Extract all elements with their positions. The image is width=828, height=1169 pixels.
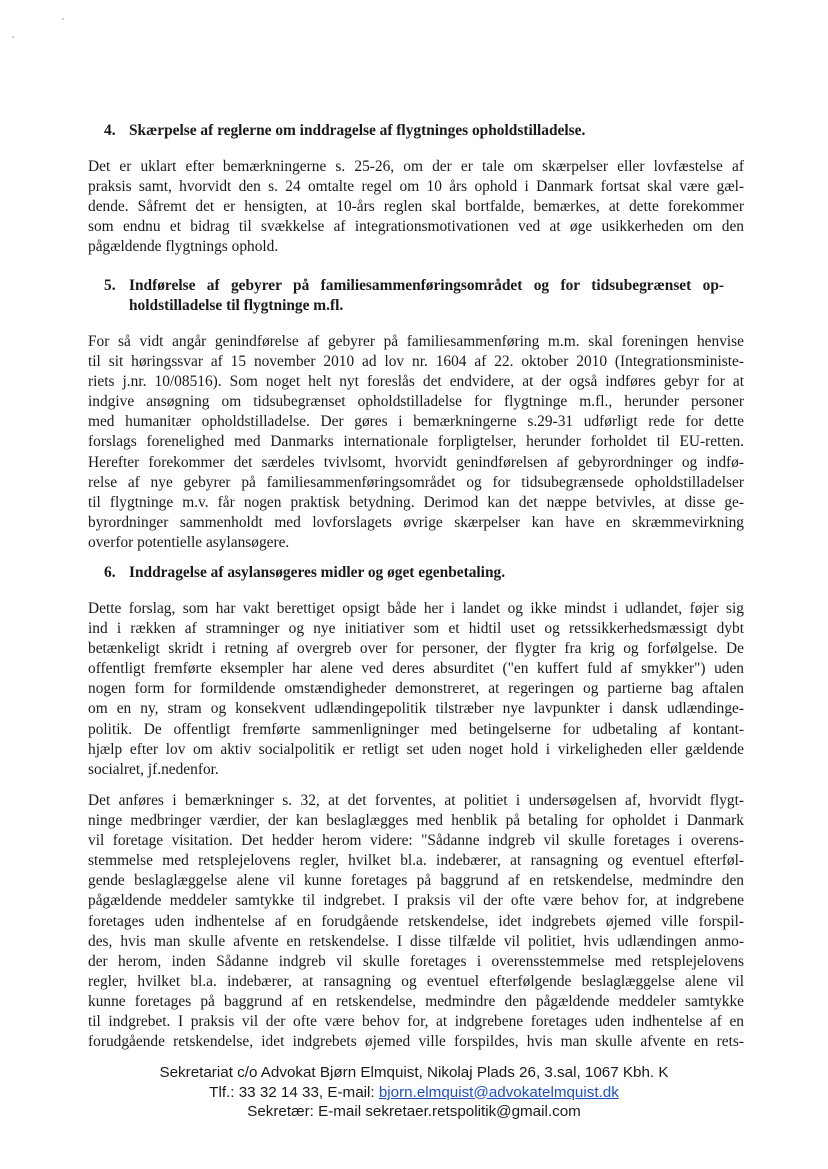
section-number: 6. xyxy=(104,564,116,581)
section-title: Skærpelse af reglerne om inddragelse af flygtninges opholdstilladelse. xyxy=(129,122,586,139)
section-6-paragraph-1: Dette forslag, som har vakt berettiget opsigt både her i landet og ikke mindst i udlandet, føjer sig ind i rækken af stramninger og nye initiativer som et hidtil uset og retssikkerhedsmæssigt dybt betænkeligt skridt i retning af overgreb over for personer, der flygter fra krig og forfølgelse. De offentligt fremførte eksempler har alene ved deres absurditet ("en kuffert fuld af smykker") uden nogen form for formildende omstændigheder demonstreret, at regeringen og partierne bag aftalen om en ny, stram og konsekvent udlændingepolitik tilstræber nye lavpunkter i dansk udlændinge- politik. De offentligt fremførte sammenligninger med betingelserne for udbetaling af kontant- hjælp efter lov om aktiv socialpolitik er retligt set uden noget hold i virkeligheden eller gældende socialret, jf.nedenfor. xyxy=(88,600,744,778)
section-number: 5. xyxy=(104,277,116,294)
letterhead-footer xyxy=(0,1063,828,1122)
section-6-paragraph-2: Det anføres i bemærkninger s. 32, at det forventes, at politiet i undersøgelsen af, hvorvidt flygt- ninge medbringer værdier, der kan beslaglægges med henblik på betaling for opholdet i Danmark vil foretage visitation. Det hedder herom videre: "Sådanne indgreb vil skulle foretages i overens- stemmelse med retsplejelovens regler, hvilket bl.a. indebærer, at ransagning og eventuel efterføl- gende beslaglæggelse alene vil kunne foretages på baggrund af en retskendelse, medmindre den pågældende meddeler samtykke til indgrebet. I praksis vil der ofte være behov for, at indgrebene foretages uden indhentelse af en forudgående retskendelse, idet indgrebets øjemed ville forspil- des, hvis man skulle afvente en retskendelse. I disse tilfælde vil politiet, hvis udlændingen anmo- der herom, inden Sådanne indgreb vil skulle foretages i overensstemmelse med retsplejelovens regler, hvilket bl.a. indebærer, at ransagning og eventuel efterfølgende beslaglæggelse alene vil kunne foretages på baggrund af en retskendelse, medmindre den pågældende meddeler samtykke til indgrebet. I praksis vil der ofte være behov for, at indgrebene foretages uden indhentelse af en forudgående retskendelse, idet indgrebets øjemed ville forspildes, hvis man skulle afvente en rets- xyxy=(88,792,744,1051)
section-5-heading xyxy=(104,276,724,316)
footer-secretary: Sekretær: E-mail sekretaer.retspolitik@gmail.com xyxy=(247,1103,581,1120)
section-6-heading xyxy=(104,563,724,583)
section-title: Indførelse af gebyrer på familiesammenføringsområdet og for tidsubegrænset op- xyxy=(129,277,724,294)
section-4-paragraph-1: Det er uklart efter bemærkningerne s. 25-26, om der er tale om skærpelser eller lovfæstelse af praksis samt, hvorvidt den s. 24 omtalte regel om 10 års ophold i Danmark fortsat skal være gæl- dende. Såfremt det er hensigten, at 10-års reglen skal bortfalde, bemærkes, at dette forekommer som endnu et bidrag til svækkelse af integrationsmotivationen ved at øge usikkerheden om den pågældende flygtnings ophold. xyxy=(88,158,744,256)
section-title: holdstilladelse til flygtninge m.fl. xyxy=(129,297,344,314)
scan-speck xyxy=(12,36,14,38)
footer-phone: Tlf.: 33 32 14 33, E-mail: xyxy=(209,1083,379,1101)
section-5-paragraph-1: For så vidt angår genindførelse af gebyrer på familiesammenføring m.m. skal foreningen henvise til sit høringssvar af 15 november 2010 ad lov nr. 1604 af 22. oktober 2010 (Integrationsministe- riets j.nr. 10/08516). Som noget helt nyt foreslås det endvidere, at der også indføres gebyr for at indgive ansøgning om tidsubegrænset opholdstilladelse for flygtninge m.fl., herunder personer med humanitær opholdstilladelse. Der gøres i bemærkningerne s.29-31 udførligt rede for dette forslags forenelighed med Danmarks internationale forpligtelser, herunder forholdet til EU-retten. Herefter forekommer det særdeles tvivlsomt, hvorvidt genindførelsen af gebyrordninger og indfø- relse af nye gebyrer på familiesammenføringsområdet og for tidsubegrænsede opholdstilladelser til flygtninge m.v. får nogen praktisk betydning. Derimod kan det næppe betvivles, at disse ge- byrordninger sammenholdt med lovforslagets øvrige skærpelser kan have en skræmmevirkning overfor potentielle asylansøgere. xyxy=(88,333,744,551)
scan-speck xyxy=(62,18,64,20)
section-4-heading xyxy=(104,121,724,141)
section-number: 4. xyxy=(104,122,116,139)
footer-address: Sekretariat c/o Advokat Bjørn Elmquist, Nikolaj Plads 26, 3.sal, 1067 Kbh. K xyxy=(159,1064,669,1081)
section-title: Inddragelse af asylansøgeres midler og øget egenbetaling. xyxy=(129,564,506,581)
footer-contact xyxy=(0,1083,828,1103)
footer-email-link[interactable]: bjorn.elmquist@advokatelmquist.dk xyxy=(378,1083,619,1101)
